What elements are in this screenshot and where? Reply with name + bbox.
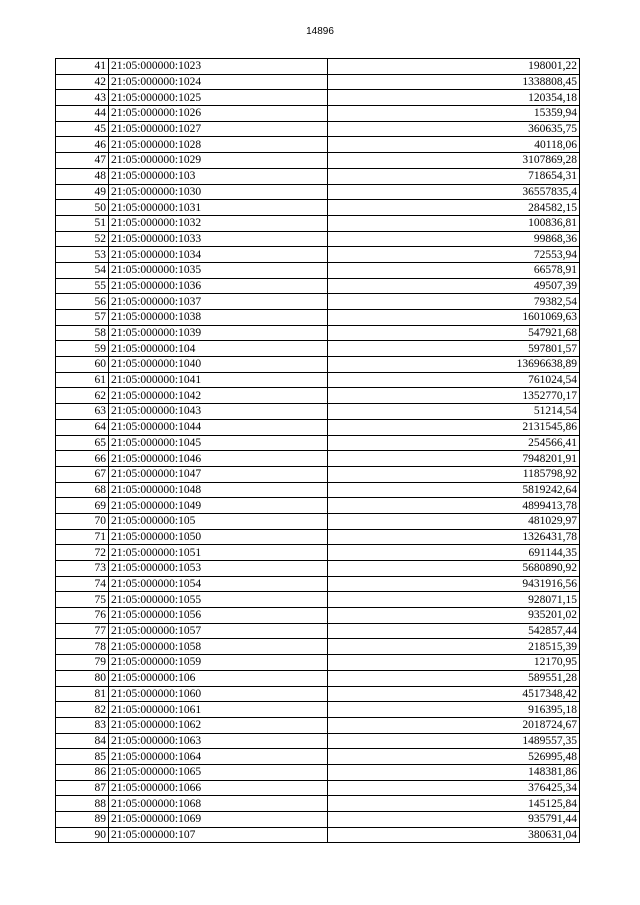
cadastral-number: 21:05:000000:1029 xyxy=(109,153,328,169)
table-row xyxy=(56,812,580,828)
cadastral-value: 284582,15 xyxy=(328,200,580,216)
cadastral-value: 66578,91 xyxy=(328,262,580,278)
row-number: 78 xyxy=(56,639,109,655)
cadastral-value: 13696638,89 xyxy=(328,357,580,373)
row-number: 59 xyxy=(56,341,109,357)
cadastral-number: 21:05:000000:1059 xyxy=(109,655,328,671)
row-number: 71 xyxy=(56,529,109,545)
cadastral-number: 21:05:000000:1027 xyxy=(109,121,328,137)
row-number: 81 xyxy=(56,686,109,702)
cadastral-value: 935201,02 xyxy=(328,608,580,624)
cadastral-value: 99868,36 xyxy=(328,231,580,247)
cadastral-value: 218515,39 xyxy=(328,639,580,655)
row-number: 86 xyxy=(56,764,109,780)
table-row xyxy=(56,733,580,749)
table-row xyxy=(56,310,580,326)
table-row xyxy=(56,608,580,624)
row-number: 50 xyxy=(56,200,109,216)
cadastral-value: 526995,48 xyxy=(328,749,580,765)
row-number: 65 xyxy=(56,435,109,451)
row-number: 77 xyxy=(56,623,109,639)
table-row xyxy=(56,482,580,498)
table-row xyxy=(56,231,580,247)
row-number: 82 xyxy=(56,702,109,718)
table-row xyxy=(56,137,580,153)
cadastral-number: 21:05:000000:1031 xyxy=(109,200,328,216)
cadastral-value: 718654,31 xyxy=(328,168,580,184)
cadastral-value: 1352770,17 xyxy=(328,388,580,404)
row-number: 62 xyxy=(56,388,109,404)
table-row xyxy=(56,59,580,75)
row-number: 69 xyxy=(56,498,109,514)
table-row xyxy=(56,451,580,467)
cadastral-value: 51214,54 xyxy=(328,404,580,420)
cadastral-number: 21:05:000000:1024 xyxy=(109,74,328,90)
cadastral-number: 21:05:000000:1030 xyxy=(109,184,328,200)
table-row xyxy=(56,341,580,357)
row-number: 67 xyxy=(56,466,109,482)
table-row xyxy=(56,498,580,514)
cadastral-value: 254566,41 xyxy=(328,435,580,451)
row-number: 60 xyxy=(56,357,109,373)
row-number: 68 xyxy=(56,482,109,498)
table-row xyxy=(56,780,580,796)
cadastral-number: 21:05:000000:1061 xyxy=(109,702,328,718)
row-number: 48 xyxy=(56,168,109,184)
cadastral-number: 21:05:000000:1050 xyxy=(109,529,328,545)
table-row xyxy=(56,686,580,702)
row-number: 64 xyxy=(56,419,109,435)
cadastral-number: 21:05:000000:1068 xyxy=(109,796,328,812)
table-row xyxy=(56,749,580,765)
table-row xyxy=(56,466,580,482)
table-row xyxy=(56,655,580,671)
table-row xyxy=(56,513,580,529)
cadastral-value: 4517348,42 xyxy=(328,686,580,702)
cadastral-value: 597801,57 xyxy=(328,341,580,357)
cadastral-number: 21:05:000000:1040 xyxy=(109,357,328,373)
cadastral-value: 198001,22 xyxy=(328,59,580,75)
cadastral-number: 21:05:000000:1060 xyxy=(109,686,328,702)
row-number: 47 xyxy=(56,153,109,169)
cadastral-number: 21:05:000000:105 xyxy=(109,513,328,529)
row-number: 56 xyxy=(56,294,109,310)
cadastral-value: 360635,75 xyxy=(328,121,580,137)
row-number: 84 xyxy=(56,733,109,749)
cadastral-number: 21:05:000000:1044 xyxy=(109,419,328,435)
cadastral-value: 72553,94 xyxy=(328,247,580,263)
row-number: 88 xyxy=(56,796,109,812)
row-number: 49 xyxy=(56,184,109,200)
row-number: 61 xyxy=(56,372,109,388)
cadastral-value: 4899413,78 xyxy=(328,498,580,514)
cadastral-number: 21:05:000000:1051 xyxy=(109,545,328,561)
cadastral-value: 36557835,4 xyxy=(328,184,580,200)
cadastral-number: 21:05:000000:1054 xyxy=(109,576,328,592)
table-row xyxy=(56,372,580,388)
cadastral-value: 120354,18 xyxy=(328,90,580,106)
row-number: 43 xyxy=(56,90,109,106)
row-number: 74 xyxy=(56,576,109,592)
cadastral-value: 376425,34 xyxy=(328,780,580,796)
table-row xyxy=(56,215,580,231)
row-number: 66 xyxy=(56,451,109,467)
cadastral-value: 691144,35 xyxy=(328,545,580,561)
cadastral-number: 21:05:000000:1026 xyxy=(109,106,328,122)
cadastral-number: 21:05:000000:1036 xyxy=(109,278,328,294)
row-number: 55 xyxy=(56,278,109,294)
row-number: 85 xyxy=(56,749,109,765)
table-row xyxy=(56,153,580,169)
cadastral-number: 21:05:000000:1064 xyxy=(109,749,328,765)
table-row xyxy=(56,592,580,608)
row-number: 87 xyxy=(56,780,109,796)
cadastral-number: 21:05:000000:1046 xyxy=(109,451,328,467)
row-number: 72 xyxy=(56,545,109,561)
table-row xyxy=(56,827,580,843)
table-row xyxy=(56,717,580,733)
cadastral-value-table xyxy=(55,58,580,843)
cadastral-number: 21:05:000000:107 xyxy=(109,827,328,843)
table-body xyxy=(56,59,580,843)
cadastral-number: 21:05:000000:1043 xyxy=(109,404,328,420)
cadastral-number: 21:05:000000:1028 xyxy=(109,137,328,153)
cadastral-number: 21:05:000000:1066 xyxy=(109,780,328,796)
cadastral-value: 12170,95 xyxy=(328,655,580,671)
cadastral-value: 145125,84 xyxy=(328,796,580,812)
cadastral-value: 761024,54 xyxy=(328,372,580,388)
cadastral-number: 21:05:000000:1058 xyxy=(109,639,328,655)
cadastral-value: 5819242,64 xyxy=(328,482,580,498)
cadastral-value: 1489557,35 xyxy=(328,733,580,749)
row-number: 52 xyxy=(56,231,109,247)
cadastral-value: 15359,94 xyxy=(328,106,580,122)
table-row xyxy=(56,702,580,718)
cadastral-value: 148381,86 xyxy=(328,764,580,780)
cadastral-number: 21:05:000000:1038 xyxy=(109,310,328,326)
cadastral-value: 9431916,56 xyxy=(328,576,580,592)
cadastral-number: 21:05:000000:1056 xyxy=(109,608,328,624)
cadastral-value: 547921,68 xyxy=(328,325,580,341)
table-row xyxy=(56,623,580,639)
cadastral-number: 21:05:000000:1023 xyxy=(109,59,328,75)
row-number: 70 xyxy=(56,513,109,529)
cadastral-number: 21:05:000000:1055 xyxy=(109,592,328,608)
table-row xyxy=(56,529,580,545)
cadastral-number: 21:05:000000:1039 xyxy=(109,325,328,341)
cadastral-value: 1338808,45 xyxy=(328,74,580,90)
table-row xyxy=(56,294,580,310)
table-row xyxy=(56,670,580,686)
table-row xyxy=(56,419,580,435)
cadastral-value: 7948201,91 xyxy=(328,451,580,467)
cadastral-number: 21:05:000000:1062 xyxy=(109,717,328,733)
table-row xyxy=(56,435,580,451)
cadastral-number: 21:05:000000:1042 xyxy=(109,388,328,404)
row-number: 58 xyxy=(56,325,109,341)
cadastral-number: 21:05:000000:1037 xyxy=(109,294,328,310)
row-number: 63 xyxy=(56,404,109,420)
row-number: 53 xyxy=(56,247,109,263)
row-number: 41 xyxy=(56,59,109,75)
cadastral-value: 935791,44 xyxy=(328,812,580,828)
cadastral-value: 589551,28 xyxy=(328,670,580,686)
cadastral-number: 21:05:000000:1065 xyxy=(109,764,328,780)
cadastral-number: 21:05:000000:1049 xyxy=(109,498,328,514)
cadastral-value: 1601069,63 xyxy=(328,310,580,326)
cadastral-number: 21:05:000000:106 xyxy=(109,670,328,686)
cadastral-number: 21:05:000000:1053 xyxy=(109,561,328,577)
cadastral-number: 21:05:000000:1035 xyxy=(109,262,328,278)
page-number: 14896 xyxy=(306,26,334,37)
table-row xyxy=(56,278,580,294)
table-row xyxy=(56,796,580,812)
cadastral-value: 49507,39 xyxy=(328,278,580,294)
table-row xyxy=(56,545,580,561)
cadastral-value: 1185798,92 xyxy=(328,466,580,482)
cadastral-number: 21:05:000000:1032 xyxy=(109,215,328,231)
cadastral-value: 2131545,86 xyxy=(328,419,580,435)
cadastral-number: 21:05:000000:1041 xyxy=(109,372,328,388)
table-row xyxy=(56,325,580,341)
row-number: 80 xyxy=(56,670,109,686)
cadastral-number: 21:05:000000:1069 xyxy=(109,812,328,828)
row-number: 76 xyxy=(56,608,109,624)
row-number: 75 xyxy=(56,592,109,608)
table-row xyxy=(56,121,580,137)
table-row xyxy=(56,74,580,90)
table-row xyxy=(56,168,580,184)
cadastral-value: 1326431,78 xyxy=(328,529,580,545)
cadastral-number: 21:05:000000:1045 xyxy=(109,435,328,451)
cadastral-number: 21:05:000000:103 xyxy=(109,168,328,184)
cadastral-value: 542857,44 xyxy=(328,623,580,639)
cadastral-value: 5680890,92 xyxy=(328,561,580,577)
table-row xyxy=(56,388,580,404)
cadastral-number: 21:05:000000:1033 xyxy=(109,231,328,247)
table-row xyxy=(56,90,580,106)
row-number: 79 xyxy=(56,655,109,671)
row-number: 89 xyxy=(56,812,109,828)
table-row xyxy=(56,106,580,122)
cadastral-number: 21:05:000000:1047 xyxy=(109,466,328,482)
cadastral-number: 21:05:000000:1025 xyxy=(109,90,328,106)
row-number: 51 xyxy=(56,215,109,231)
table-row xyxy=(56,404,580,420)
cadastral-value: 2018724,67 xyxy=(328,717,580,733)
row-number: 46 xyxy=(56,137,109,153)
cadastral-value: 40118,06 xyxy=(328,137,580,153)
cadastral-number: 21:05:000000:1034 xyxy=(109,247,328,263)
cadastral-number: 21:05:000000:1057 xyxy=(109,623,328,639)
table-row xyxy=(56,247,580,263)
row-number: 54 xyxy=(56,262,109,278)
row-number: 45 xyxy=(56,121,109,137)
cadastral-number: 21:05:000000:1048 xyxy=(109,482,328,498)
table-row xyxy=(56,639,580,655)
cadastral-value: 100836,81 xyxy=(328,215,580,231)
cadastral-value: 928071,15 xyxy=(328,592,580,608)
table-row xyxy=(56,561,580,577)
table-row xyxy=(56,576,580,592)
cadastral-value: 916395,18 xyxy=(328,702,580,718)
cadastral-value: 380631,04 xyxy=(328,827,580,843)
cadastral-number: 21:05:000000:1063 xyxy=(109,733,328,749)
row-number: 44 xyxy=(56,106,109,122)
cadastral-number: 21:05:000000:104 xyxy=(109,341,328,357)
row-number: 83 xyxy=(56,717,109,733)
cadastral-value: 79382,54 xyxy=(328,294,580,310)
cadastral-value: 3107869,28 xyxy=(328,153,580,169)
cadastral-value: 481029,97 xyxy=(328,513,580,529)
table-row xyxy=(56,262,580,278)
table-row xyxy=(56,357,580,373)
table-row xyxy=(56,184,580,200)
table-row xyxy=(56,764,580,780)
row-number: 42 xyxy=(56,74,109,90)
row-number: 73 xyxy=(56,561,109,577)
row-number: 57 xyxy=(56,310,109,326)
row-number: 90 xyxy=(56,827,109,843)
table-row xyxy=(56,200,580,216)
